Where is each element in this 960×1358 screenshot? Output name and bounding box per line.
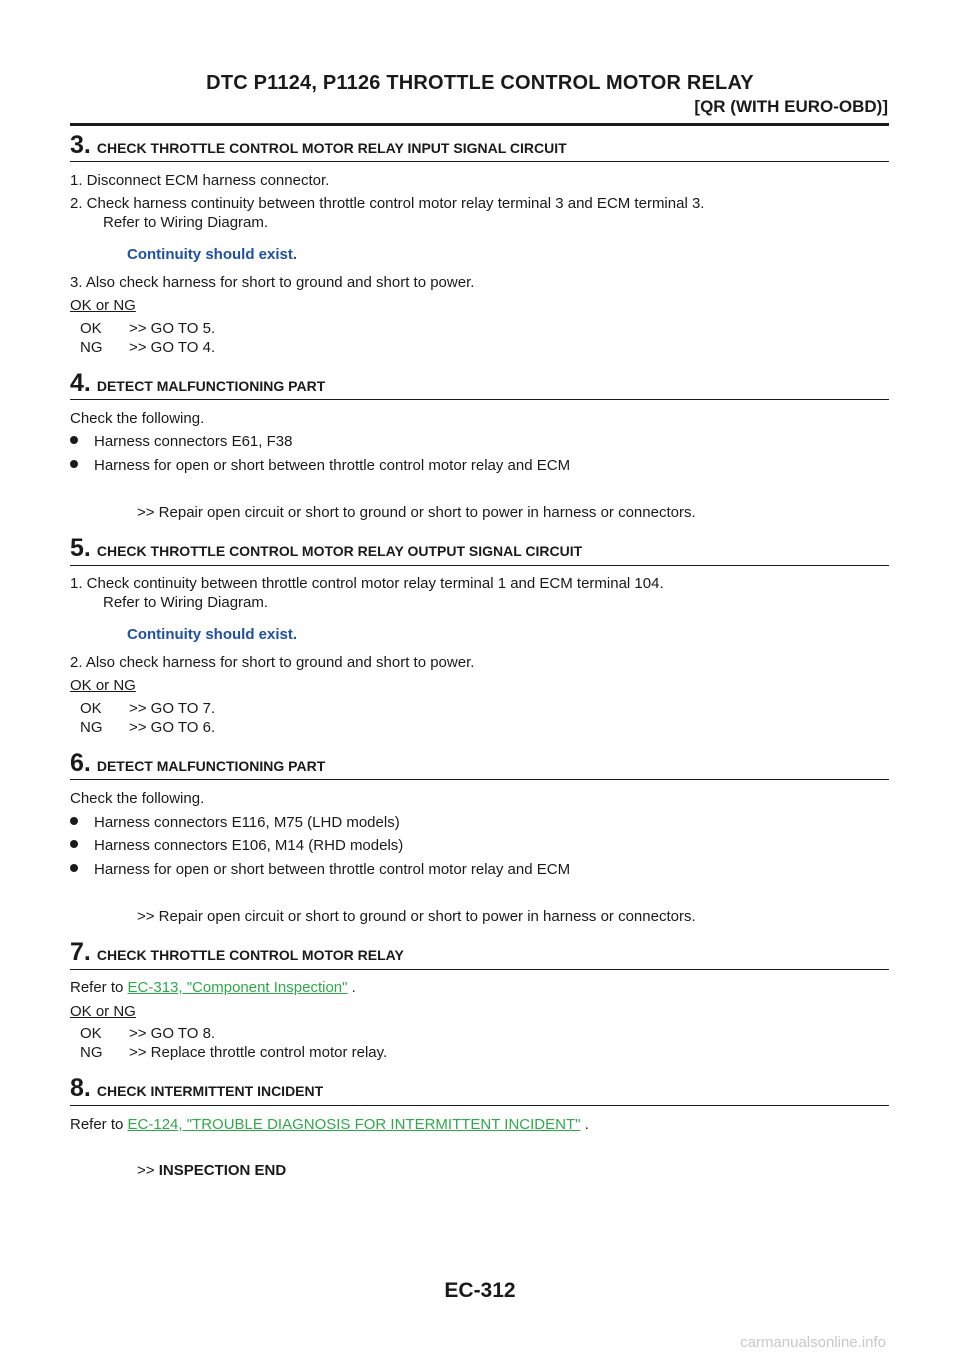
step-4-number: 4. <box>70 369 91 397</box>
step-4-bullet-2: Harness for open or short between throttle control motor relay and ECM <box>70 456 570 476</box>
step-8-number: 8. <box>70 1074 91 1102</box>
step-5-heading <box>70 536 582 561</box>
step-4-title: DETECT MALFUNCTIONING PART <box>96 378 326 394</box>
step-7-heading <box>70 940 404 965</box>
page-title: DTC P1124, P1126 THROTTLE CONTROL MOTOR RELAY <box>206 72 754 94</box>
step-7-okng: OK or NG <box>70 1003 136 1020</box>
step-6-heading <box>70 751 325 776</box>
bullet-icon <box>70 864 78 872</box>
step-8-result: >> INSPECTION END <box>137 1162 287 1179</box>
step-3-line-2b: Refer to Wiring Diagram. <box>103 214 269 231</box>
step-5-rule <box>70 565 889 566</box>
step-8-title: CHECK INTERMITTENT INCIDENT <box>96 1083 324 1099</box>
step-5-result-ok: OK >> GO TO 7. <box>80 700 216 717</box>
step-6-title: DETECT MALFUNCTIONING PART <box>96 758 326 774</box>
watermark: carmanualsonline.info <box>740 1334 886 1351</box>
step-8-rule <box>70 1105 889 1106</box>
step-7-rule <box>70 969 889 970</box>
header-rule <box>70 123 889 126</box>
step-6-bullet-2: Harness connectors E106, M14 (RHD models) <box>70 836 403 856</box>
step-3-rule <box>70 161 889 162</box>
page-number: EC-312 <box>444 1279 516 1302</box>
step-3-heading <box>70 133 567 158</box>
step-7-result-ok: OK >> GO TO 8. <box>80 1025 216 1042</box>
bullet-icon <box>70 436 78 444</box>
step-5-spec: Continuity should exist. <box>127 626 298 643</box>
step-7-title: CHECK THROTTLE CONTROL MOTOR RELAY <box>96 947 404 963</box>
step-6-rule <box>70 779 889 780</box>
bullet-icon <box>70 460 78 468</box>
step-5-title: CHECK THROTTLE CONTROL MOTOR RELAY OUTPUT SIGNAL CIRCUIT <box>96 543 583 559</box>
step-6-number: 6. <box>70 749 91 777</box>
step-3-title: CHECK THROTTLE CONTROL MOTOR RELAY INPUT SIGNAL CIRCUIT <box>96 140 567 156</box>
step-5-result-ng: NG >> GO TO 6. <box>80 719 216 736</box>
step-5-line-1: 1. Check continuity between throttle control motor relay terminal 1 and ECM terminal 104. <box>70 575 664 592</box>
step-3-number: 3. <box>70 131 91 159</box>
step-5-number: 5. <box>70 534 91 562</box>
intermittent-incident-link[interactable]: EC-124, "TROUBLE DIAGNOSIS FOR INTERMITTENT INCIDENT" <box>127 1116 581 1133</box>
step-4-intro: Check the following. <box>70 410 205 427</box>
step-7-result-ng: NG >> Replace throttle control motor relay. <box>80 1044 388 1061</box>
page-subtitle: [QR (WITH EURO-OBD)] <box>694 97 888 116</box>
step-3-result-ng: NG >> GO TO 4. <box>80 339 216 356</box>
step-4-heading <box>70 371 325 396</box>
step-7-refer: Refer to EC-313, "Component Inspection" . <box>70 979 356 996</box>
step-5-line-1b: Refer to Wiring Diagram. <box>103 594 269 611</box>
step-3-line-1: 1. Disconnect ECM harness connector. <box>70 172 330 189</box>
step-6-bullet-1: Harness connectors E116, M75 (LHD models) <box>70 813 400 833</box>
bullet-icon <box>70 840 78 848</box>
step-3-result-ok: OK >> GO TO 5. <box>80 320 216 337</box>
step-4-rule <box>70 399 889 400</box>
component-inspection-link[interactable]: EC-313, "Component Inspection" <box>127 979 348 996</box>
step-6-intro: Check the following. <box>70 790 205 807</box>
step-4-bullet-1: Harness connectors E61, F38 <box>70 432 292 452</box>
step-6-bullet-3: Harness for open or short between throttle control motor relay and ECM <box>70 860 570 880</box>
step-5-line-2: 2. Also check harness for short to ground and short to power. <box>70 654 475 671</box>
step-3-spec: Continuity should exist. <box>127 246 298 263</box>
step-3-line-3: 3. Also check harness for short to ground and short to power. <box>70 274 475 291</box>
step-8-heading <box>70 1076 323 1101</box>
step-8-refer: Refer to EC-124, "TROUBLE DIAGNOSIS FOR INTERMITTENT INCIDENT" . <box>70 1116 589 1133</box>
step-7-number: 7. <box>70 938 91 966</box>
step-3-line-2: 2. Check harness continuity between throttle control motor relay terminal 3 and ECM terminal 3. <box>70 195 705 212</box>
bullet-icon <box>70 817 78 825</box>
step-3-okng: OK or NG <box>70 297 136 314</box>
step-5-okng: OK or NG <box>70 677 136 694</box>
step-4-result: >> Repair open circuit or short to ground or short to power in harness or connectors. <box>137 504 696 521</box>
step-6-result: >> Repair open circuit or short to ground or short to power in harness or connectors. <box>137 908 696 925</box>
